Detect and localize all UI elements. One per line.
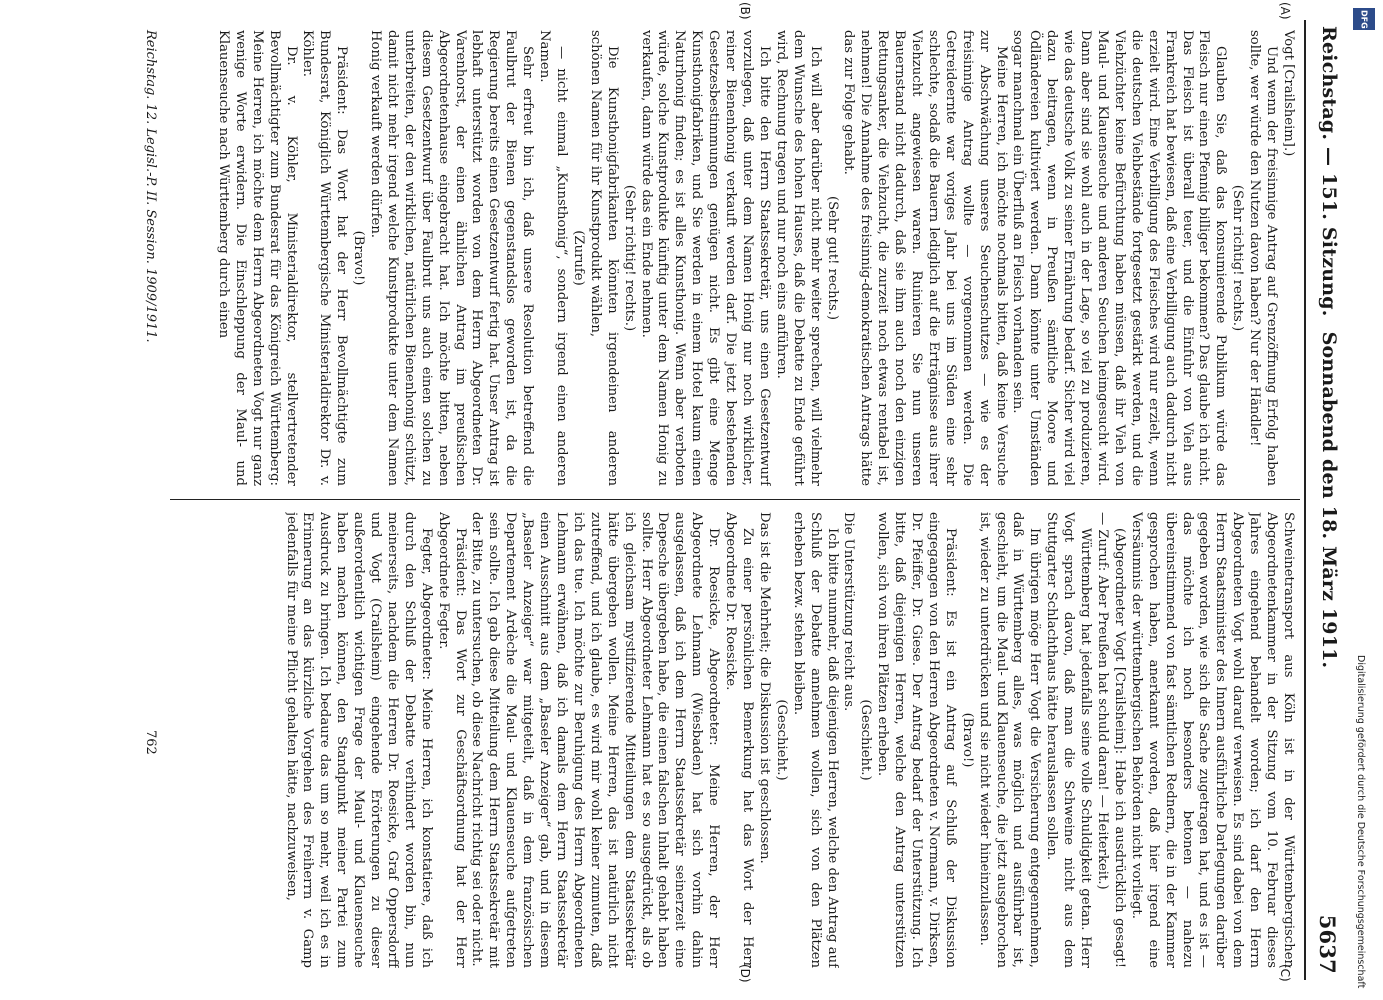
interjection: (Bravo!) bbox=[959, 712, 975, 768]
interjection: (Zurufe) bbox=[570, 230, 586, 286]
paragraph: Im übrigen möge Herr Vogt die Versicherung entgegennehmen, daß in Württemberg alles, was möglich und ausführbar ist, geschieht, um die Maul- und Klauenseuche, die jetzt ausgebrochen ist, wieder zu unterdrücken und sie nicht wieder hineinzulassen. bbox=[976, 512, 1043, 968]
header-page-number: 5637 bbox=[1315, 914, 1340, 974]
paragraph: Die Unterstützung reicht aus. bbox=[841, 512, 857, 712]
right-text-column bbox=[176, 512, 1296, 968]
paragraph: Die Kunsthonigfabrikanten könnten irgendeinen anderen schönen Namen für ihr Kunstprodukt wählen, bbox=[587, 30, 620, 486]
interjection: (Geschieht.) bbox=[773, 699, 789, 781]
paragraph: Präsident: Das Wort zur Geschäftsordnung hat der Herr Abgeordnete Fegter. bbox=[435, 512, 468, 968]
paragraph: Das ist die Mehrheit; die Diskussion ist geschlossen. bbox=[756, 512, 772, 864]
interjection: (Abgeordneter Vogt [Crailsheim]: Habe ich ausdrücklich gesagt! — Zuruf: Aber Preußen hat schuld daran! — Heiterkeit.) bbox=[1095, 512, 1127, 968]
speaker-continuation: Vogt [Crailsheim].) bbox=[1281, 30, 1296, 157]
paragraph: Dr. v. Köhler, Ministerialdirektor, stellvertretender Bevollmächtigter zum Bundesrat für das Königreich Württemberg: Meine Herren, ich möchte dem Herrn Abgeordneten Vogt nur ganz wenige Worte erwidern. Die Einschleppung der Maul- und Klauenseuche nach Württemberg durch einen bbox=[215, 30, 299, 486]
header-date: Sonnabend den 18. März 1911. bbox=[1318, 331, 1340, 669]
interjection: (Geschieht.) bbox=[858, 699, 874, 781]
header-rule bbox=[1304, 20, 1306, 980]
paragraph: Ich will aber darüber nicht mehr weiter sprechen, will vielmehr dem Wunsche des hohen Hauses, daß die Debatte zu Ende geführt wird, Rechnung tragen und nur noch eins anführen. bbox=[773, 30, 823, 486]
page-footer bbox=[136, 30, 158, 970]
paragraph: Meine Herren, ich möchte nochmals bitten, daß keine Versuche zur Abschwächung unseres Seuchenschutzes — wie es der freisinnige Antrag wollte — vorgenommen werden. Die Getreideernte war voriges Jahr bei uns im Süden eine sehr schlechte, sodaß die Bauern lediglich auf die Erträgnisse aus ihrer Viehzucht angewiesen waren. Ruinieren Sie nun unseren Bauernstand nicht dadurch, daß sie ihm auch noch den einzigen Rettungsanker, die Viehzucht, die zurzeit noch etwas rentabel ist, nehmen! Die Annahme des freisinnig-demokratischen Antrags hätte das zur Folge gehabt. bbox=[841, 30, 1009, 486]
rotated-document-page bbox=[90, 2, 1350, 983]
paragraph: Dr. Roesicke, Abgeordneter: Meine Herren, der Herr Abgeordnete Lehmann (Wiesbaden) hat sich vorhin dahin ausgelassen, daß ich dem Herrn Staatssekretär seinerzeit eine Depesche übergeben habe, die einen falschen Inhalt gehabt haben sollte. Herr Abgeordneter Lehmann hat es so ausgedrückt, als ob ich gleichsam mystifizierende Mitteilungen dem Staatssekretär hätte übergeben wollen. Meine Herren, das ist natürlich nicht zutreffend, und ich glaube, es wird mir wohl keiner zumuten, daß ich das tue. Ich möchte zur Beruhigung des Herrn Abgeordneten Lehmann erwähnen, daß ich damals dem Herrn Staatssekretär einen Ausschnitt aus dem „Baseler Anzeiger“ gab, und in diesem „Baseler Anzeiger“ war mitgeteilt, daß in dem französischen Departement Ardèche die Maul- und Klauenseuche aufgetreten sein sollte. Ich gab diese Mitteilung dem Herrn Staatssekretär mit der Bitte, zu untersuchen, ob diese Nachricht richtig sei oder nicht. bbox=[469, 512, 722, 968]
margin-marker-b: (B) bbox=[738, 2, 752, 20]
margin-marker-a: (A) bbox=[1278, 2, 1292, 20]
header-chamber-session: Reichstag. — 151. Sitzung. bbox=[1318, 26, 1340, 317]
paragraph: Ich bitte den Herrn Staatssekretär, uns einen Gesetzentwurf vorzulegen, daß unter dem Namen Honig nur noch wirklicher, reiner Bienenhonig verkauft werden darf. Die jetzt bestehenden Gesetzesbestimmungen genügen nicht. Es gibt eine Menge Kunsthonigfabriken, und Sie werden in einem Hotel kaum einen Naturhonig finden; es ist alles Kunsthonig. Wenn aber verboten würde, solche Kunstprodukte künftig unter dem Namen Honig zu verkaufen, dann würde das ein Ende nehmen. bbox=[638, 30, 772, 486]
paragraph: Und wenn der freisinnige Antrag auf Grenzöffnung Erfolg haben sollte, wer würde den Nutzen davon haben? Nur der Händler! bbox=[1247, 30, 1280, 486]
paragraph: Zu einer persönlichen Bemerkung hat das Wort der Herr Abgeordnete Dr. Roesicke. bbox=[723, 512, 755, 968]
digitization-note: Digitalisierung gefördert durch die Deutsche Forschungsgemeinschaft bbox=[1355, 654, 1366, 988]
footer-sheet-number: 762 bbox=[143, 730, 158, 755]
dfg-logo-icon: DFG bbox=[1353, 8, 1375, 30]
paragraph: Fegter, Abgeordneter: Meine Herren, ich konstatiere, daß ich durch den Schluß der Debatte verhindert worden bin, nun meinerseits, nachdem die Herren Dr. Roesicke, Graf Oppersdorff und Vogt (Crailsheim) eingehende Erörterungen zu dieser außerordentlich wichtigen Frage der Maul- und Klauenseuche haben machen können, den Standpunkt meiner Partei zum Ausdruck zu bringen. Ich bedaure das um so mehr, weil ich es in Erinnerung an das kürzliche Vorgehen des Freiherrn v. Gamp jedenfalls für meine Pflicht gehalten hätte, nachzuweisen, bbox=[283, 512, 434, 968]
footer-source: Reichstag. 12. Legisl.-P. II. Session. 1909/1911. bbox=[143, 30, 158, 343]
left-text-column bbox=[176, 30, 1296, 486]
margin-marker-d: (D) bbox=[738, 964, 752, 983]
paragraph: Glauben Sie, daß das konsumierende Publikum würde das Fleisch nur einen Pfennig billiger bekommen? Das glaube ich nicht. Das Fleisch ist überall teuer, und die Einfuhr von Vieh aus Frankreich hat bewiesen, daß eine Verbilligung auch dadurch nicht erzielt wird. Eine Verbilligung des Fleisches wird nur erzielt, wenn die deutschen Viehbestände fortgesetzt gestärkt werden, und die Viehzüchter keine Befürchtung haben müssen, daß ihr Vieh von Maul- und Klauenseuche und anderen Seuchen heimgesucht wird. Dann aber sind sie wohl auch in der Lage, so viel zu produzieren, wie das deutsche Volk zu seiner Ernährung bedarf. Sicher wird viel dazu beitragen, wenn in Preußen sämtliche Moore und Ödländereien kultiviert werden. Dann könnte unter Umständen sogar manchmal ein Überfluß an Fleisch vorhanden sein. bbox=[1010, 30, 1229, 486]
column-divider bbox=[170, 499, 1300, 500]
interjection: (Sehr richtig! rechts.) bbox=[621, 184, 637, 332]
interjection: (Sehr richtig! rechts.) bbox=[1230, 184, 1246, 332]
paragraph: — nicht einmal „Kunsthonig“, sondern irgend einen anderen Namen. bbox=[537, 30, 570, 486]
paragraph: Schweinetransport aus Köln ist in der Württembergischen Abgeordnetenkammer in der Sitzung vom 10. Februar dieses Jahres eingehend behandelt worden; ich darf den Herrn Abgeordneten Vogt wohl darauf verweisen. Es sind dabei von dem Herrn Staatsminister des Innern ausführliche Darlegungen darüber gegeben worden, wie sich die Sache zugetragen hat, und es ist — das möchte ich noch besonders betonen — nahezu übereinstimmend von fast sämtlichen Rednern, die in der Kammer gesprochen haben, anerkannt worden, daß hier irgend eine Versäumnis der württembergischen Behörden nicht vorliegt. bbox=[1128, 512, 1296, 968]
paragraph: Württemberg hat jedenfalls seine volle Schuldigkeit getan. Herr Vogt sprach davon, daß man die Schweine nicht aus dem Stuttgarter Schlachthaus hätte herauslassen sollen. bbox=[1044, 512, 1094, 968]
interjection: (Bravo!) bbox=[351, 230, 367, 286]
paragraph: Sehr erfreut bin ich, daß unsere Resolution betreffend die Faulbrut der Bienen gegenstandslos geworden ist, da die Regierung bereits einen Gesetzentwurf fertig hat. Unser Antrag ist lebhaft unterstützt worden von dem Herrn Abgeordneten Dr. Varenhorst, der einen ähnlichen Antrag im preußischen Abgeordnetenhause eingebracht hat. Ich möchte bitten, neben diesem Gesetzentwurf über Faulbrut uns auch einen solchen zu unterbreiten, der den wirklichen, natürlichen Bienenhonig schützt, damit nicht mehr irgend welche Kunstprodukte unter dem Namen Honig verkauft werden dürfen. bbox=[368, 30, 536, 486]
paragraph: Präsident: Es ist ein Antrag auf Schluß der Diskussion eingegangen von den Herren Abgeordneten v. Normann, v. Dirksen, Dr. Pfeiffer, Dr. Giese. Der Antrag bedarf der Unterstützung. Ich bitte, daß diejenigen Herren, welche den Antrag unterstützen wollen, sich von ihren Plätzen erheben. bbox=[875, 512, 958, 968]
running-head bbox=[1308, 20, 1344, 980]
paragraph: Ich bitte nunmehr, daß diejenigen Herren, welche den Antrag auf Schluß der Debatte annehmen wollen, sich von den Plätzen erheben bezw. stehen bleiben. bbox=[790, 512, 840, 968]
margin-marker-c: (C) bbox=[1278, 964, 1292, 982]
paragraph: Präsident: Das Wort hat der Herr Bevollmächtigte zum Bundesrat, Königlich Württembergische Ministerialdirektor Dr. v. Köhler. bbox=[300, 30, 350, 486]
interjection: (Sehr gut! rechts.) bbox=[824, 195, 840, 321]
digitization-credit bbox=[1350, 6, 1378, 996]
